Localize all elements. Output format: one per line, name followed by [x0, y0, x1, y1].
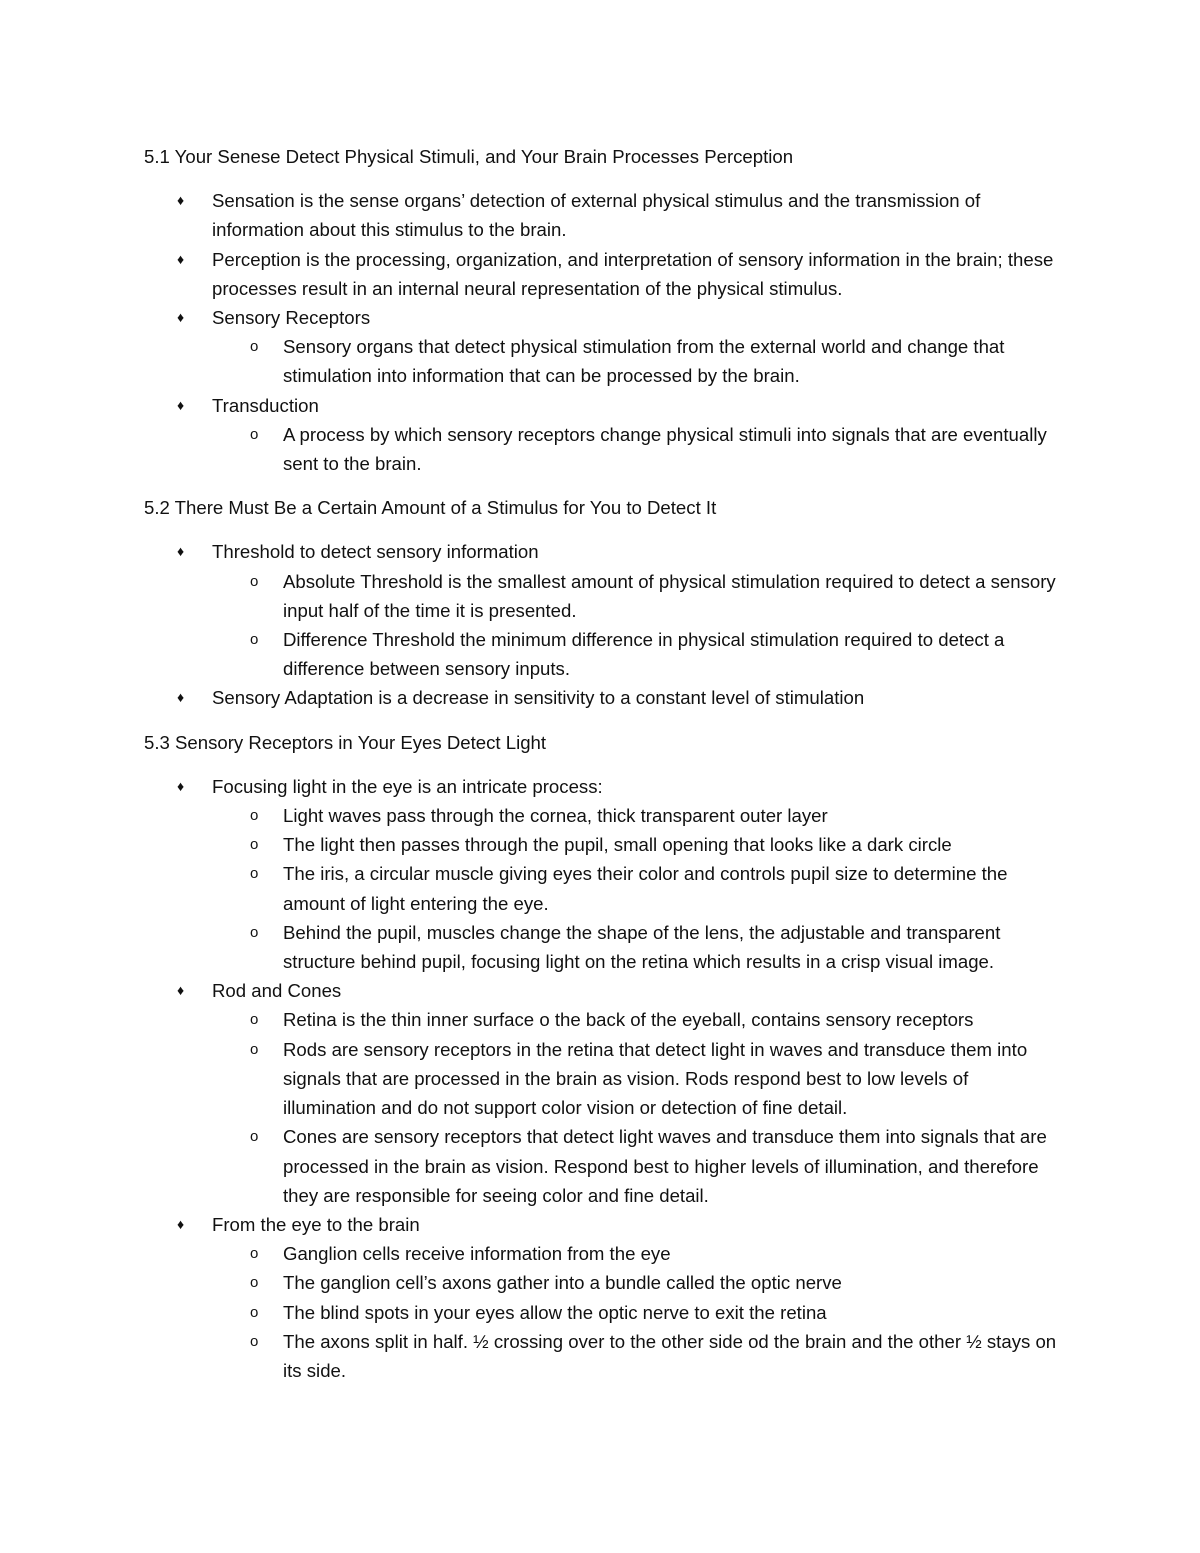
- circle-bullet-icon: o: [250, 1274, 259, 1292]
- sub-bullet-item: [144, 918, 1064, 976]
- sub-bullet-item: [144, 1327, 1064, 1385]
- bullet-item: [144, 245, 1064, 303]
- diamond-bullet-icon: ♦: [177, 309, 185, 326]
- bullet-text: Focusing light in the eye is an intricate process:: [212, 775, 603, 797]
- sub-bullet-text: The light then passes through the pupil, small opening that looks like a dark circle: [283, 834, 952, 856]
- document-content: [144, 142, 1064, 1385]
- sub-bullet-text: A process by which sensory receptors change physical stimuli into signals that are eventually sent to the brain.: [283, 423, 1047, 475]
- diamond-bullet-icon: ♦: [177, 777, 185, 794]
- diamond-bullet-icon: ♦: [177, 192, 185, 209]
- section-3: [144, 728, 1064, 1385]
- section-heading: 5.2 There Must Be a Certain Amount of a Stimulus for You to Detect It: [144, 497, 717, 519]
- sub-bullet-list: [212, 332, 1064, 390]
- sub-bullet-item: [144, 1239, 1064, 1268]
- sub-bullet-list: [212, 1005, 1064, 1209]
- bullet-item: [144, 186, 1064, 244]
- bullet-item: [144, 772, 1064, 976]
- circle-bullet-icon: o: [250, 338, 259, 356]
- circle-bullet-icon: o: [250, 1128, 259, 1146]
- diamond-bullet-icon: ♦: [177, 396, 185, 413]
- sub-bullet-list: [212, 1239, 1064, 1385]
- sub-bullet-text: The blind spots in your eyes allow the optic nerve to exit the retina: [283, 1301, 827, 1323]
- circle-bullet-icon: o: [250, 1245, 259, 1263]
- sub-bullet-item: [144, 1005, 1064, 1034]
- circle-bullet-icon: o: [250, 1303, 259, 1321]
- sub-bullet-item: [144, 1035, 1064, 1123]
- bullet-item: [144, 1210, 1064, 1385]
- bullet-item: [144, 683, 1064, 712]
- bullet-text: Rod and Cones: [212, 980, 342, 1002]
- sub-bullet-list: [212, 801, 1064, 976]
- circle-bullet-icon: o: [250, 1332, 259, 1350]
- sub-bullet-text: Retina is the thin inner surface o the back of the eyeball, contains sensory receptors: [283, 1009, 974, 1031]
- diamond-bullet-icon: ♦: [177, 250, 185, 267]
- sub-bullet-list: [212, 420, 1064, 478]
- bullet-text: Perception is the processing, organization, and interpretation of sensory information in the brain; these processes result in an internal neural representation of the physical stimulus.: [212, 248, 1054, 299]
- sub-bullet-text: Light waves pass through the cornea, thick transparent outer layer: [283, 805, 828, 827]
- circle-bullet-icon: o: [250, 865, 259, 883]
- diamond-bullet-icon: ♦: [177, 982, 185, 999]
- circle-bullet-icon: o: [250, 923, 259, 941]
- bullet-item: [144, 976, 1064, 1210]
- bullet-item: [144, 303, 1064, 391]
- sub-bullet-text: Rods are sensory receptors in the retina that detect light in waves and transduce them into signals that are processed in the brain as vision. Rods respond best to low levels of illumination and do not support color vision or detection of fine detail.: [283, 1038, 1028, 1119]
- bullet-list: [144, 772, 1064, 1385]
- sub-bullet-item: [144, 332, 1064, 390]
- bullet-text: Threshold to detect sensory information: [212, 541, 539, 563]
- diamond-bullet-icon: ♦: [177, 1215, 185, 1232]
- bullet-list: [144, 186, 1064, 478]
- bullet-text: Sensation is the sense organs’ detection of external physical stimulus and the transmission of information about this stimulus to the brain.: [212, 190, 981, 241]
- sub-bullet-text: The iris, a circular muscle giving eyes their color and controls pupil size to determine the amount of light entering the eye.: [283, 863, 1008, 914]
- circle-bullet-icon: o: [250, 631, 259, 649]
- sub-bullet-item: [144, 801, 1064, 830]
- circle-bullet-icon: o: [250, 1011, 259, 1029]
- sub-bullet-item: [144, 859, 1064, 917]
- section-2: [144, 493, 1064, 712]
- sub-bullet-text: Difference Threshold the minimum difference in physical stimulation required to detect a difference between sensory inputs.: [283, 629, 1005, 680]
- section-heading: 5.3 Sensory Receptors in Your Eyes Detect Light: [144, 731, 547, 753]
- circle-bullet-icon: o: [250, 807, 259, 825]
- circle-bullet-icon: o: [250, 572, 259, 590]
- sub-bullet-item: [144, 567, 1064, 625]
- circle-bullet-icon: o: [250, 836, 259, 854]
- diamond-bullet-icon: ♦: [177, 689, 185, 706]
- bullet-item: [144, 537, 1064, 683]
- bullet-text: Sensory Receptors: [212, 307, 371, 329]
- section-1: [144, 142, 1064, 478]
- circle-bullet-icon: o: [250, 425, 259, 443]
- bullet-item: [144, 391, 1064, 479]
- bullet-text: Sensory Adaptation is a decrease in sensitivity to a constant level of stimulation: [212, 687, 865, 709]
- sub-bullet-item: [144, 1298, 1064, 1327]
- sub-bullet-list: [212, 567, 1064, 684]
- sub-bullet-item: [144, 1268, 1064, 1297]
- sub-bullet-item: [144, 1122, 1064, 1210]
- sub-bullet-text: The axons split in half. ½ crossing over to the other side od the brain and the other ½ stays on its side.: [283, 1330, 1057, 1381]
- diamond-bullet-icon: ♦: [177, 543, 185, 560]
- sub-bullet-item: [144, 420, 1064, 478]
- sub-bullet-text: Behind the pupil, muscles change the shape of the lens, the adjustable and transparent structure behind pupil, focusing light on the retina which results in a crisp visual image.: [283, 921, 1001, 973]
- sub-bullet-text: Absolute Threshold is the smallest amount of physical stimulation required to detect a sensory input half of the time it is presented.: [283, 570, 1056, 621]
- sub-bullet-item: [144, 830, 1064, 859]
- sub-bullet-text: Sensory organs that detect physical stimulation from the external world and change that stimulation into information that can be processed by the brain.: [283, 336, 1005, 387]
- bullet-text: Transduction: [212, 394, 319, 416]
- sub-bullet-text: Cones are sensory receptors that detect light waves and transduce them into signals that are processed in the brain as vision. Respond best to higher levels of illumination, and therefore they are responsible for seeing color and fine detail.: [283, 1126, 1047, 1206]
- sub-bullet-item: [144, 625, 1064, 683]
- sub-bullet-text: The ganglion cell’s axons gather into a bundle called the optic nerve: [283, 1272, 842, 1294]
- bullet-list: [144, 537, 1064, 712]
- bullet-text: From the eye to the brain: [212, 1213, 420, 1235]
- sub-bullet-text: Ganglion cells receive information from the eye: [283, 1243, 671, 1265]
- section-heading: 5.1 Your Senese Detect Physical Stimuli, and Your Brain Processes Perception: [144, 146, 794, 167]
- circle-bullet-icon: o: [250, 1040, 259, 1058]
